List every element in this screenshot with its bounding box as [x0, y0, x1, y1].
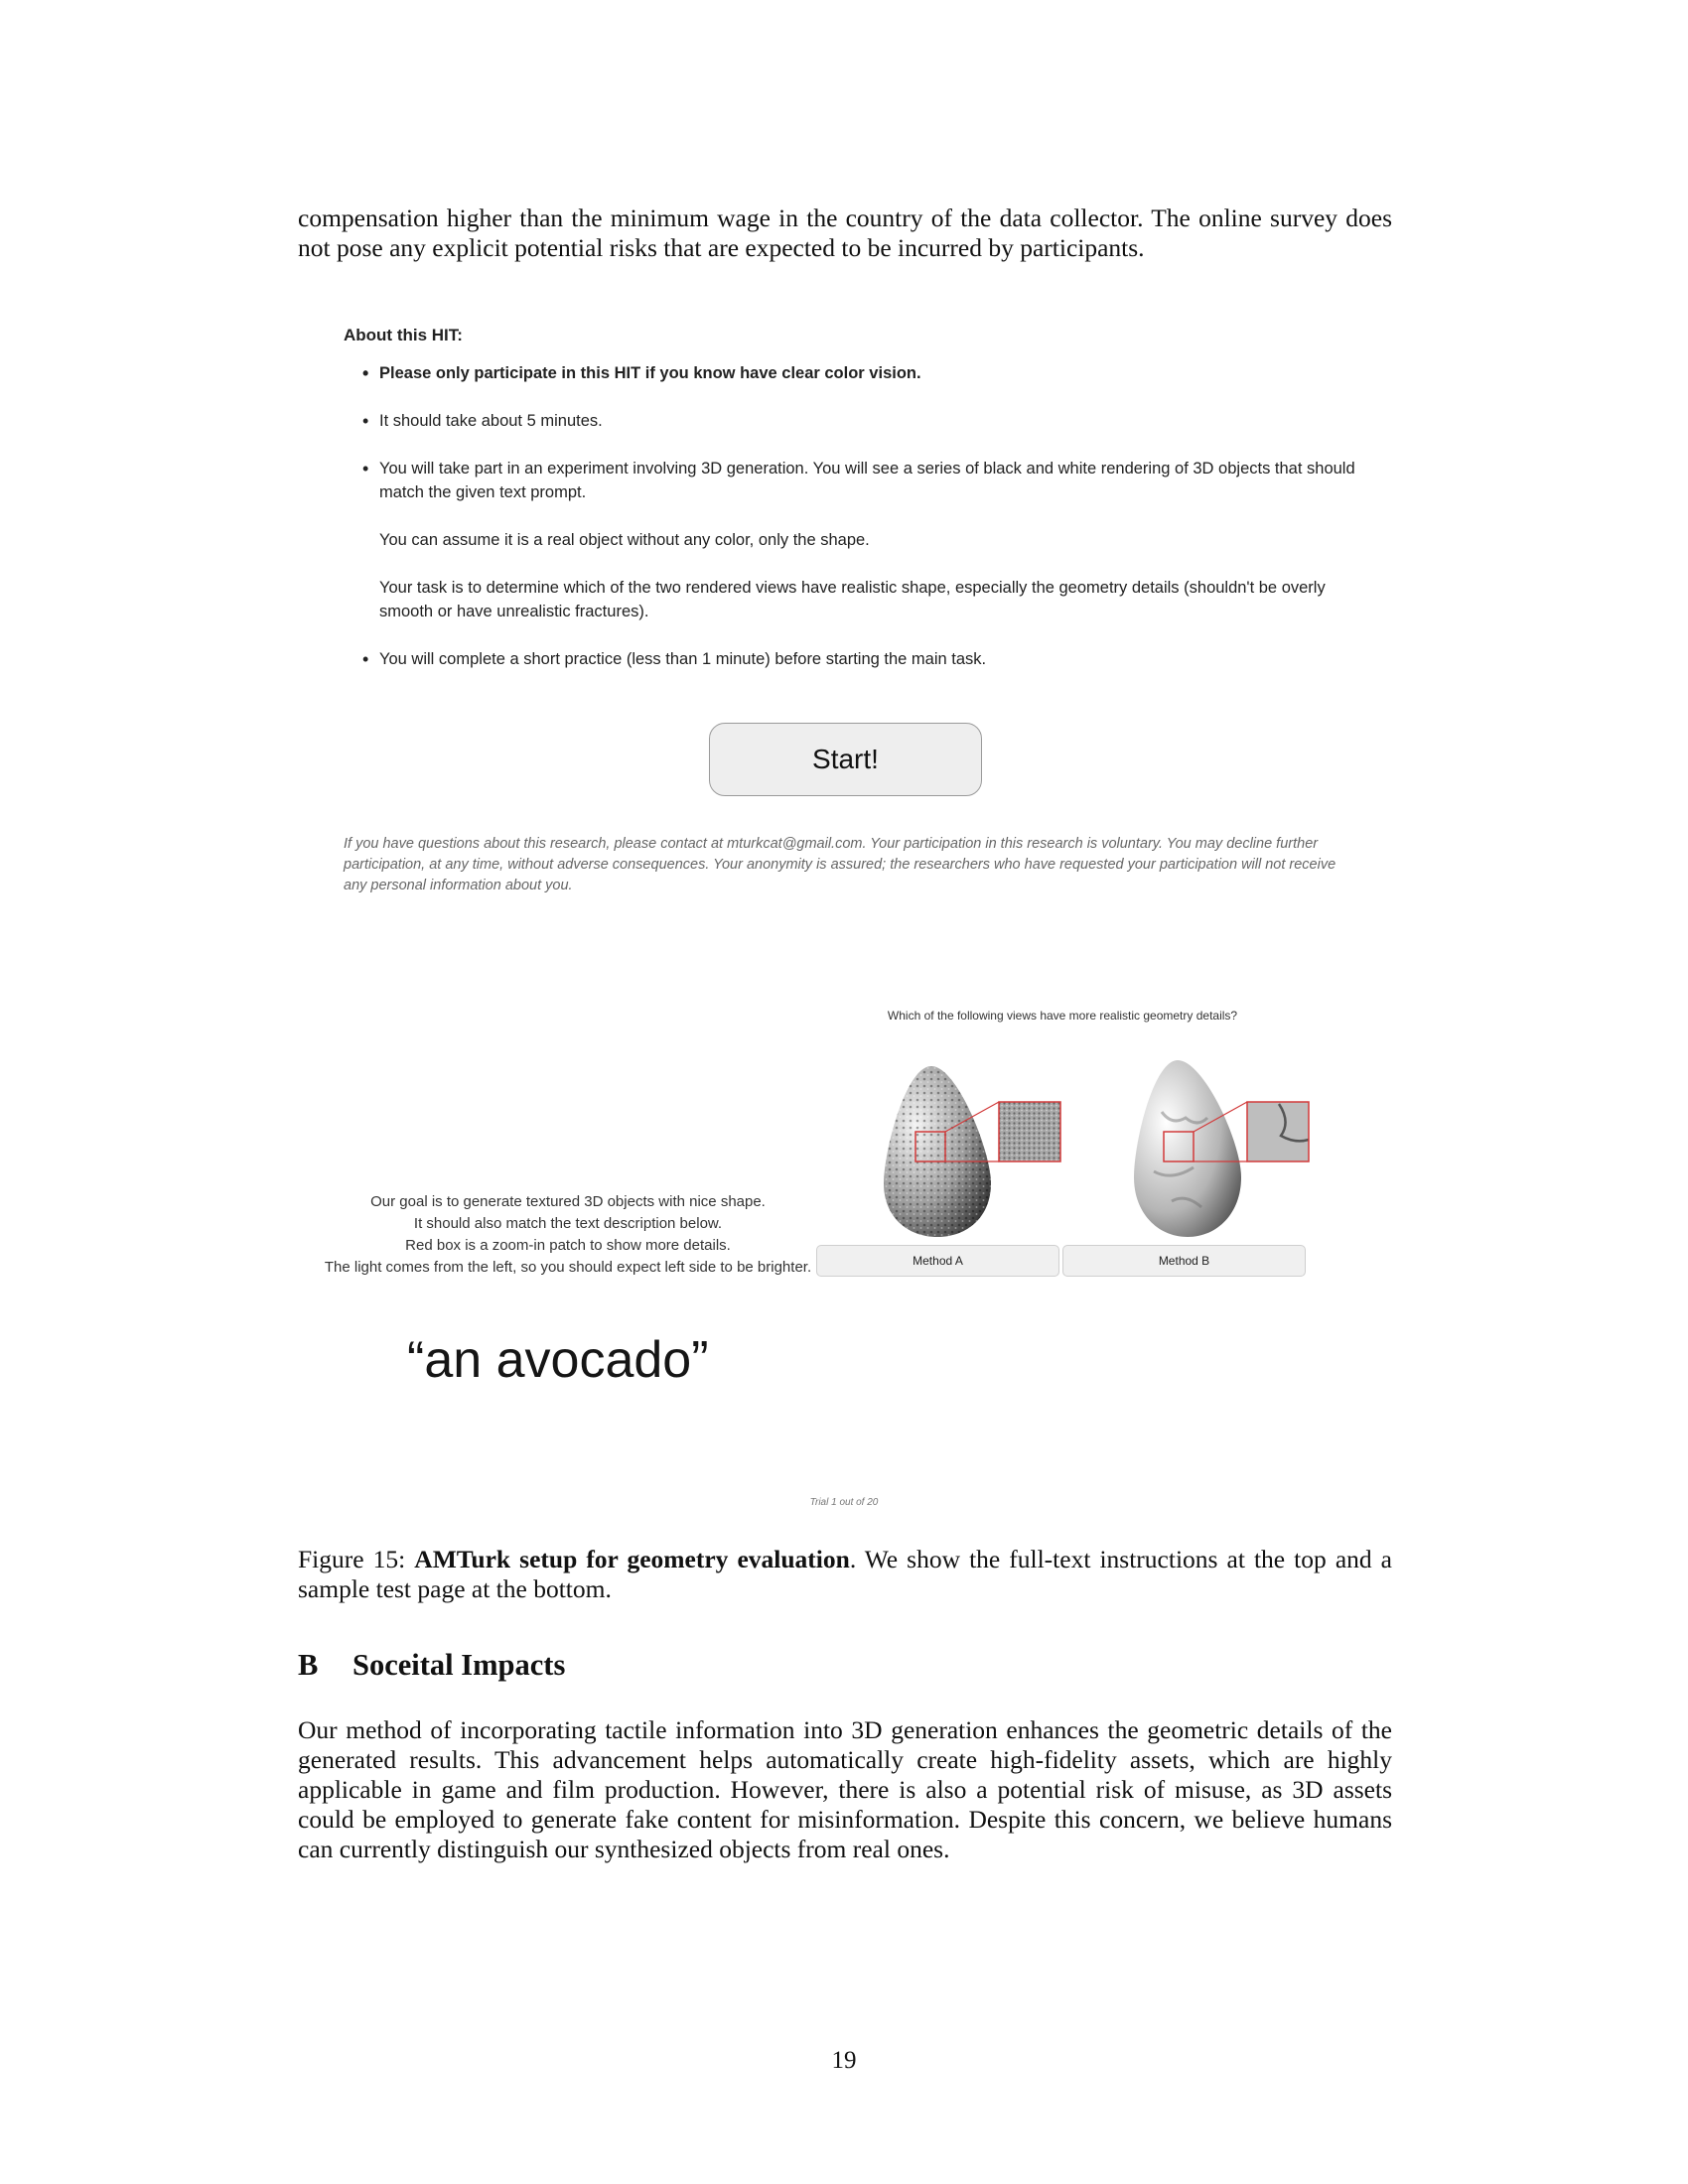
hit-instructions-list: [344, 361, 1382, 695]
section-title: Soceital Impacts: [352, 1648, 566, 1682]
hit-item-practice-text: You will complete a short practice (less than 1 minute) before starting the main task.: [379, 650, 987, 668]
caption-bold: AMTurk setup for geometry evaluation: [414, 1545, 850, 1573]
figure-caption: [298, 1545, 1392, 1604]
method-b-button[interactable]: Method B: [1062, 1245, 1306, 1277]
section-number: B: [298, 1648, 319, 1682]
hit-item-practice: [379, 647, 1382, 671]
hit-item-time: [379, 409, 1382, 433]
section-heading: [298, 1648, 565, 1683]
goal-line: Red box is a zoom-in patch to show more details.: [405, 1237, 731, 1254]
goal-instructions: [324, 1191, 812, 1279]
method-a-avocado: [884, 1066, 991, 1237]
goal-line: The light comes from the left, so you should expect left side to be brighter.: [324, 1259, 812, 1276]
goal-line: Our goal is to generate textured 3D objects with nice shape.: [370, 1193, 766, 1210]
hit-item-vision-text: Please only participate in this HIT if you know have clear color vision.: [379, 364, 921, 382]
page-number: 19: [831, 2047, 857, 2074]
caption-rest: . We show the full-text instructions at the top and a sample test page at the bottom.: [298, 1545, 1393, 1603]
trial-counter: Trial 1 out of 20: [809, 1497, 879, 1508]
method-a-zoom-patch: [999, 1102, 1060, 1161]
hit-item-time-text: It should take about 5 minutes.: [379, 412, 603, 430]
text-prompt: “an avocado”: [407, 1331, 709, 1389]
hit-item-task-p3: Your task is to determine which of the two rendered views have realistic shape, especially the geometry details (shouldn't be overly smooth or have unrealistic fractures).: [379, 579, 1326, 620]
hit-item-vision: [379, 361, 1382, 385]
hit-title: About this HIT:: [344, 326, 463, 344]
avocado-renderings: [874, 1042, 1321, 1241]
hit-item-task-p2: You can assume it is a real object without any color, only the shape.: [379, 531, 870, 549]
method-b-zoom-patch: [1247, 1102, 1309, 1161]
hit-item-task: [379, 457, 1382, 623]
test-question: Which of the following views have more realistic geometry details?: [887, 1009, 1238, 1023]
impacts-paragraph: Our method of incorporating tactile information into 3D generation enhances the geometric details of the generated results. This advancement helps automatically create high-fidelity assets, which are highly applicable in game and film production. However, there is also a potential risk of misuse, as 3D assets could be employed to generate fake content for misinformation. Despite this concern, we believe humans can currently distinguish our synthesized objects from real ones.: [298, 1715, 1392, 1863]
caption-label: Figure 15:: [298, 1545, 415, 1573]
goal-line: It should also match the text description below.: [413, 1215, 723, 1232]
start-button[interactable]: Start!: [709, 723, 982, 796]
method-b-avocado: [1134, 1060, 1241, 1237]
hit-item-task-text: You will take part in an experiment involving 3D generation. You will see a series of black and white rendering of 3D objects that should match the given text prompt.: [379, 460, 1355, 501]
contact-note: If you have questions about this research, please contact at mturkcat@gmail.com. Your participation in this research is voluntary. You may decline further participation, at any time, without adverse consequences. Your anonymity is assured; the researchers who have requested your participation will not receive any personal information about you.: [344, 836, 1336, 893]
intro-paragraph: compensation higher than the minimum wage in the country of the data collector. The online survey does not pose any explicit potential risks that are expected to be incurred by participants.: [298, 204, 1392, 262]
method-a-button[interactable]: Method A: [816, 1245, 1059, 1277]
